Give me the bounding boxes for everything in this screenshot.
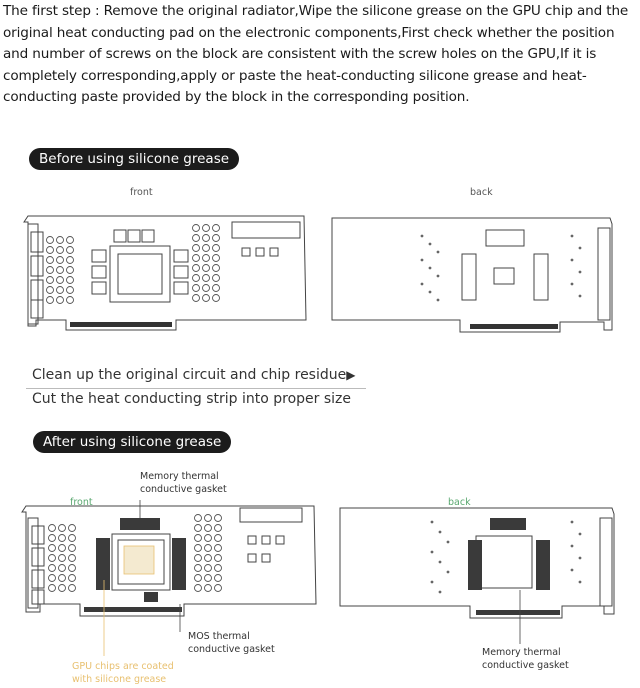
before-back-label: back: [470, 187, 493, 198]
mos-gasket-line2: conductive gasket: [188, 644, 275, 655]
memory-gasket-top-line2: conductive gasket: [140, 484, 227, 495]
step-clean-text: Clean up the original circuit and chip residue: [32, 367, 347, 383]
mos-gasket-line1: MOS thermal: [188, 631, 250, 642]
after-front-label: front: [70, 497, 93, 508]
before-front-label: front: [130, 187, 153, 198]
memory-gasket-back-label: [482, 646, 569, 672]
before-title-badge: Before using silicone grease: [29, 148, 239, 170]
step-arrow-icon: ▶: [346, 368, 356, 382]
gpu-grease-line2: with silicone grease: [72, 674, 167, 685]
memory-gasket-top-line1: Memory thermal: [140, 471, 219, 482]
memory-gasket-back-line2: conductive gasket: [482, 660, 569, 671]
intro-paragraph: The first step : Remove the original radiator,Wipe the silicone grease on the GPU chip and the original heat conducting pad on the electronic components,First check whether the position and number of screws on the block are consistent with the screw holes on the GPU,If it is completely corresponding,apply or paste the heat-conducting silicone grease and heat-conducting paste provided by the block in the corresponding position.: [3, 3, 629, 105]
step-cut: Cut the heat conducting strip into proper size: [32, 391, 351, 407]
gpu-grease-label: [72, 660, 174, 686]
mos-gasket-label: [188, 630, 275, 656]
after-title-badge: After using silicone grease: [33, 431, 231, 453]
gpu-grease-line1: GPU chips are coated: [72, 661, 174, 672]
memory-gasket-back-line1: Memory thermal: [482, 647, 561, 658]
after-back-label: back: [448, 497, 471, 508]
